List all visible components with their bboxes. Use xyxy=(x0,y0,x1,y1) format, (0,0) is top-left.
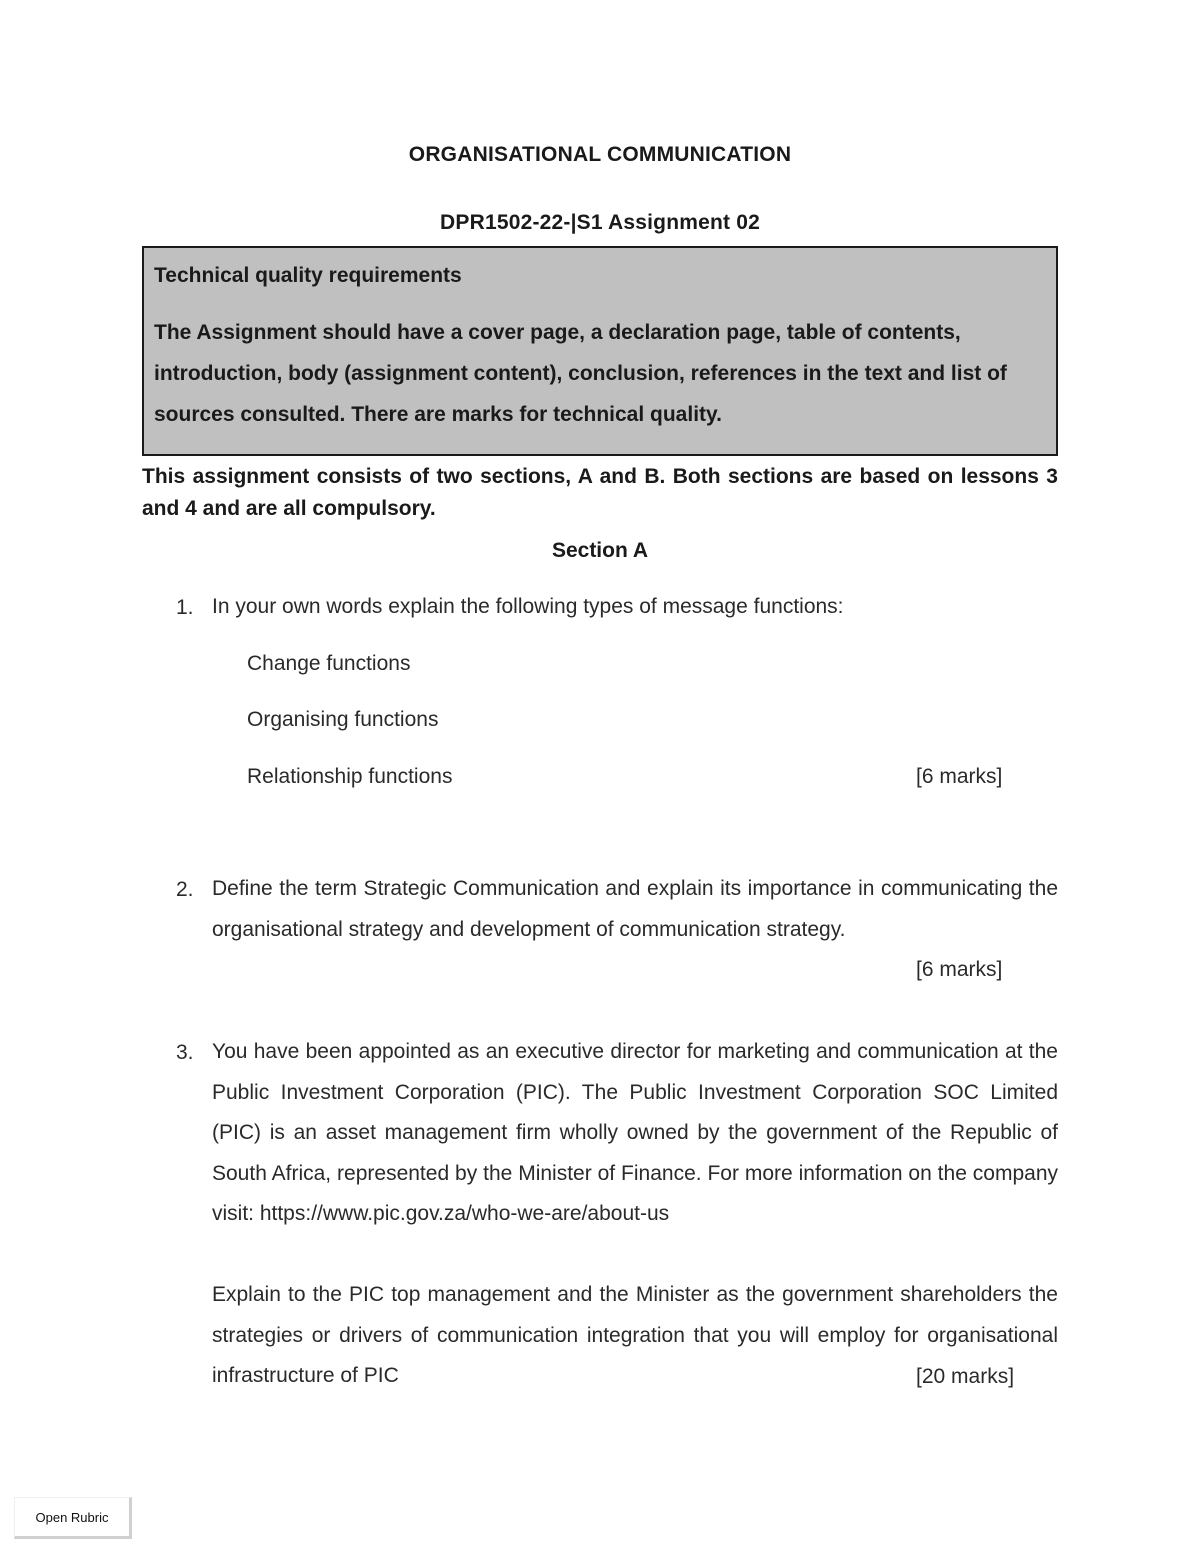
question-2-marks: [6 marks] xyxy=(916,958,1003,981)
question-2-number: 2. xyxy=(176,878,194,901)
course-title: ORGANISATIONAL COMMUNICATION xyxy=(408,143,792,166)
open-rubric-button[interactable]: Open Rubric xyxy=(14,1497,132,1539)
question-1-item-relationship: Relationship functions xyxy=(247,765,453,788)
question-3-task: Explain to the PIC top management and the Minister as the government shareholders the strategies or drivers of communication integration that you will employ for organisational infrastructure of PIC xyxy=(212,1283,1058,1387)
question-1-item-change: Change functions xyxy=(247,652,411,675)
question-1-marks: [6 marks] xyxy=(916,765,1003,788)
question-3-text: You have been appointed as an executive director for marketing and communication at the Public Investment Corporation (PIC). The Public Investment Corporation SOC Limited (PIC) is an asset management firm wholly owned by the government of the Republic of South Africa, represented by the Minister of Finance. For more information on the company visit: https://www.pic.gov.za/who-we-are/about-us xyxy=(212,1040,1058,1225)
question-3-number: 3. xyxy=(176,1041,194,1064)
assignment-intro: This assignment consists of two sections, A and B. Both sections are based on lessons 3 and 4 and are all compulsory. xyxy=(142,465,1058,520)
question-2-text: Define the term Strategic Communication and explain its importance in communicating the organisational strategy and development of communication strategy. xyxy=(212,877,1058,941)
assignment-title: DPR1502-22-|S1 Assignment 02 xyxy=(440,211,760,234)
question-1-number: 1. xyxy=(176,596,194,619)
requirements-box xyxy=(142,246,1058,456)
requirements-heading: Technical quality requirements xyxy=(154,264,462,287)
question-1-item-organising: Organising functions xyxy=(247,708,439,731)
section-heading: Section A xyxy=(551,539,649,562)
question-1-text: In your own words explain the following types of message functions: xyxy=(212,595,844,618)
requirements-body: The Assignment should have a cover page, a declaration page, table of contents, introduction, body (assignment content), conclusion, references in the text and list of sources consulted. There are marks for technical quality. xyxy=(154,321,1007,426)
question-3-marks: [20 marks] xyxy=(916,1365,1015,1388)
